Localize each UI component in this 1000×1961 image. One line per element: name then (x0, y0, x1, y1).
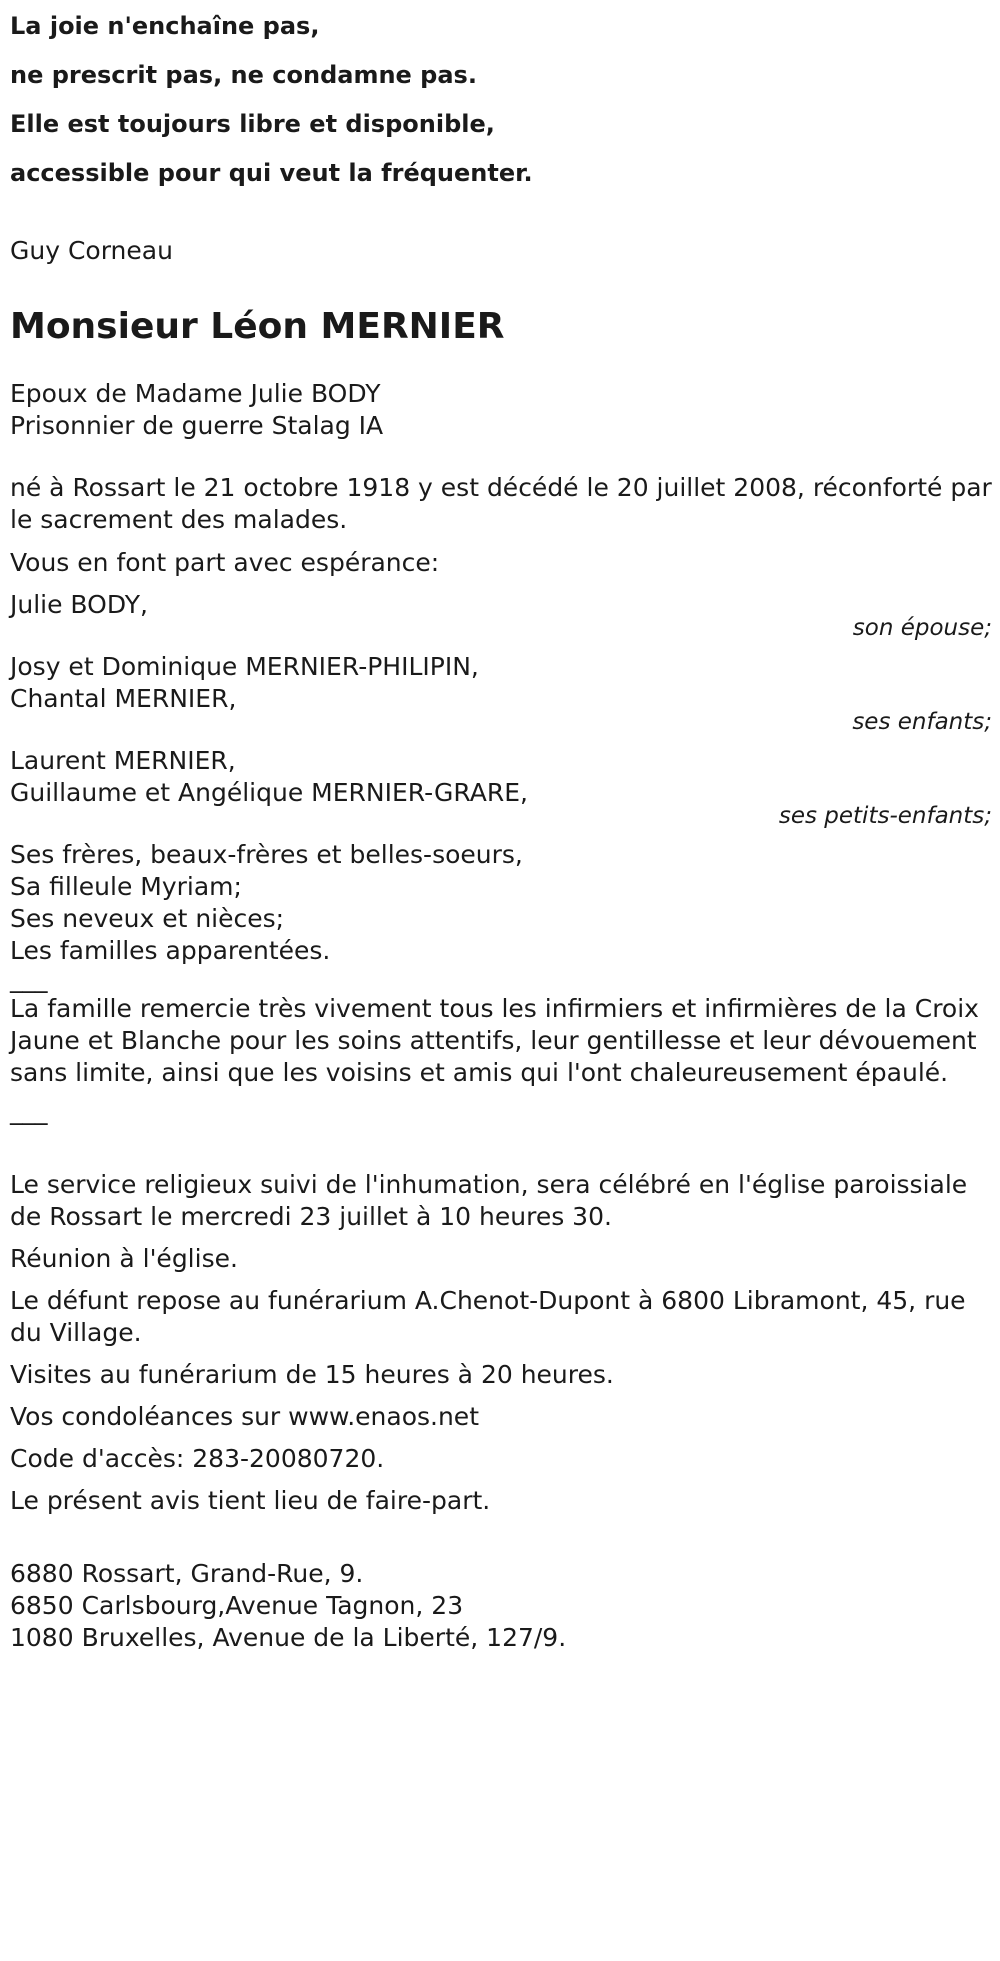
relative-line: Ses frères, beaux-frères et belles-soeurs, (10, 840, 523, 869)
address-line: 6880 Rossart, Grand-Rue, 9. (10, 1559, 364, 1588)
other-relatives (10, 839, 992, 967)
address-line: 6850 Carlsbourg,Avenue Tagnon, 23 (10, 1591, 464, 1620)
notice-text: Le présent avis tient lieu de faire-part. (10, 1486, 491, 1515)
meeting-text: Réunion à l'église. (10, 1244, 238, 1273)
relation-group-children (10, 651, 992, 735)
quote-author: Guy Corneau (10, 236, 173, 265)
address-line: 1080 Bruxelles, Avenue de la Liberté, 127/9. (10, 1623, 567, 1652)
thanks-text: La famille remercie très vivement tous les infirmiers et infirmières de la Croix Jaune et Blanche pour les soins attentifs, leur gentillesse et leur dévouement sans limite, ainsi que les voisins et amis qui l'ont chaleureusement épaulé. (10, 994, 979, 1087)
visits-text: Visites au funérarium de 15 heures à 20 heures. (10, 1360, 614, 1389)
relative-line: Les familles apparentées. (10, 936, 331, 965)
family-name: Guillaume et Angélique MERNIER-GRARE, (10, 778, 529, 807)
family-name: Chantal MERNIER, (10, 684, 237, 713)
spouse-line: Epoux de Madame Julie BODY (10, 379, 381, 408)
announcement-intro: Vous en font part avec espérance: (10, 548, 440, 577)
deceased-name: Monsieur Léon MERNIER (10, 306, 505, 347)
birth-death-text: né à Rossart le 21 octobre 1918 y est décédé le 20 juillet 2008, réconforté par le sacrement des malades. (10, 473, 992, 534)
quote-line: Elle est toujours libre et disponible, (10, 110, 495, 138)
quote-line: La joie n'enchaîne pas, (10, 12, 320, 40)
family-name: Julie BODY, (10, 590, 148, 619)
ceremony-text: Le service religieux suivi de l'inhumation, sera célébré en l'église paroissiale de Rossart le mercredi 23 juillet à 10 heures 30. (10, 1170, 968, 1231)
access-code-text: Code d'accès: 283-20080720. (10, 1444, 385, 1473)
relation-label: ses enfants; (852, 709, 992, 735)
quote-line: accessible pour qui veut la fréquenter. (10, 159, 533, 187)
condolences-text: Vos condoléances sur www.enaos.net (10, 1402, 479, 1431)
service-info (10, 1169, 992, 1517)
relative-line: Sa filleule Myriam; (10, 872, 242, 901)
family-name: Laurent MERNIER, (10, 746, 236, 775)
deceased-details (10, 378, 992, 442)
rest-text: Le défunt repose au funérarium A.Chenot-Dupont à 6800 Libramont, 45, rue du Village. (10, 1286, 966, 1347)
family-name: Josy et Dominique MERNIER-PHILIPIN, (10, 652, 479, 681)
separator: ___ (10, 964, 48, 993)
relation-label: son épouse; (852, 615, 992, 641)
obituary-page (10, 0, 992, 1654)
prisoner-line: Prisonnier de guerre Stalag IA (10, 411, 384, 440)
relation-label: ses petits-enfants; (778, 803, 992, 829)
relation-group-spouse (10, 589, 992, 641)
quote-line: ne prescrit pas, ne condamne pas. (10, 61, 477, 89)
addresses (10, 1558, 992, 1654)
quote (10, 0, 992, 198)
relation-group-grandchildren (10, 745, 992, 829)
separator: ___ (10, 1096, 48, 1125)
relative-line: Ses neveux et nièces; (10, 904, 285, 933)
